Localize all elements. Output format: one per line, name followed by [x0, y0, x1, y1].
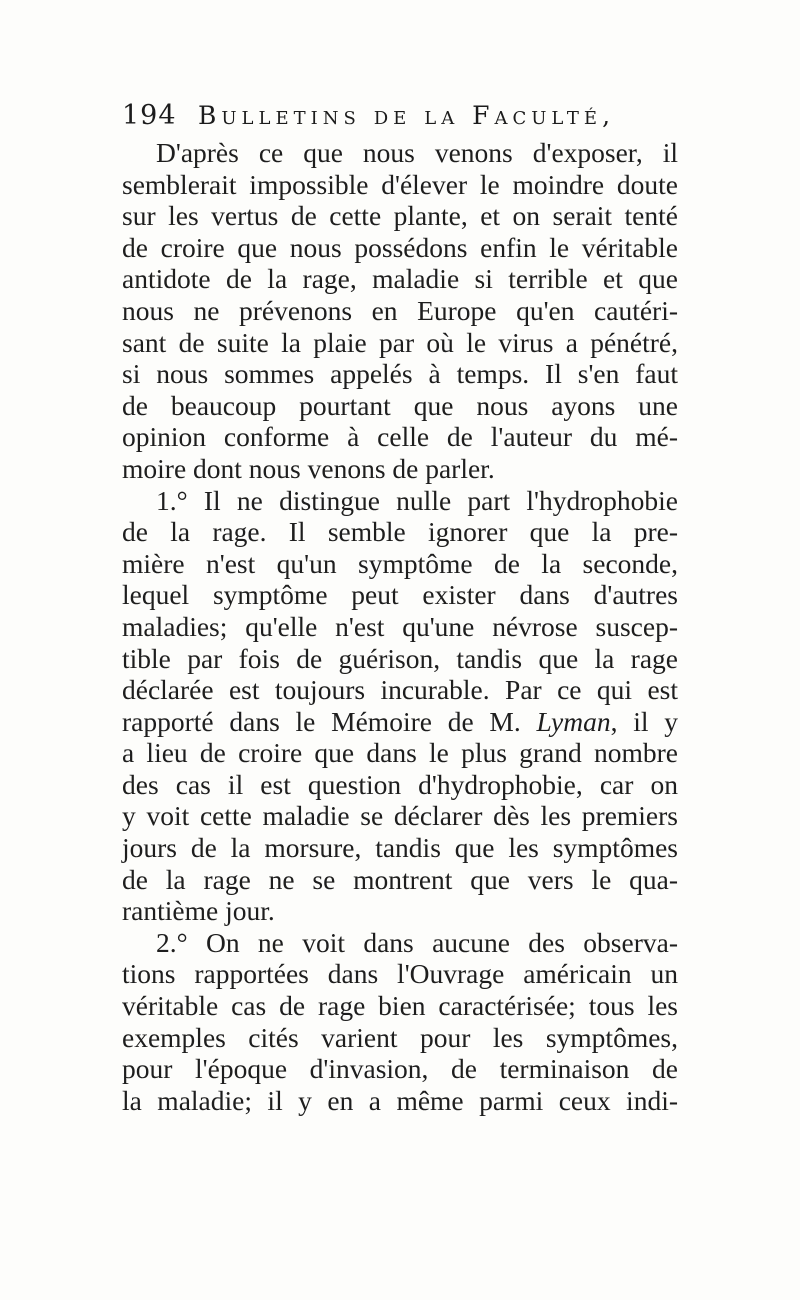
text-line: nous ne prévenons en Europe qu'en cautéri- [122, 294, 678, 326]
text-line: lequel symptôme peut exister dans d'autres [122, 579, 678, 611]
text-line: si nous sommes appelés à temps. Il s'en faut [122, 358, 678, 390]
text-line: mière n'est qu'un symptôme de la seconde, [122, 547, 678, 579]
text-line: déclarée est toujours incurable. Par ce qui est [122, 674, 678, 706]
text-line: pour l'époque d'invasion, de terminaison de [122, 1053, 678, 1085]
text-line: de la rage ne se montrent que vers le qua- [122, 863, 678, 895]
text-line: tible par fois de guérison, tandis que la rage [122, 642, 678, 674]
text-line-end: , il y [610, 705, 679, 737]
text-line: semblerait impossible d'élever le moindre doute [122, 168, 678, 200]
running-head: Bulletins de la Faculté, [198, 101, 616, 130]
text-line: sur les vertus de cette plante, et on serait tenté [122, 200, 678, 232]
author-name: Lyman [536, 705, 611, 737]
text-line: moire dont nous venons de parler. [122, 452, 495, 484]
text-line: opinion conforme à celle de l'auteur du mé- [122, 421, 678, 453]
text-line-with-name [122, 706, 678, 738]
text-line: 1.° Il ne distingue nulle part l'hydrophobie [156, 484, 678, 516]
text-body [122, 137, 678, 1116]
text-line: a lieu de croire que dans le plus grand nombre [122, 737, 678, 769]
text-line: rantième jour. [122, 895, 275, 927]
text-line-start: rapporté dans le Mémoire de M. [122, 705, 521, 737]
text-line: de croire que nous possédons enfin le véritable [122, 231, 678, 263]
text-line: y voit cette maladie se déclarer dès les premiers [122, 800, 678, 832]
text-line: la maladie; il y en a même parmi ceux indi- [122, 1084, 678, 1116]
text-line: exemples cités varient pour les symptômes, [122, 1021, 678, 1053]
text-line: antidote de la rage, maladie si terrible et que [122, 263, 678, 295]
text-line: 2.° On ne voit dans aucune des observa- [156, 926, 678, 958]
text-line: jours de la morsure, tandis que les symptômes [122, 832, 678, 864]
page-header [122, 98, 722, 138]
text-line: des cas il est question d'hydrophobie, car on [122, 768, 678, 800]
text-line: maladies; qu'elle n'est qu'une névrose suscep- [122, 610, 678, 642]
page-number: 194 [122, 100, 177, 131]
text-line: de beaucoup pourtant que nous ayons une [122, 389, 678, 421]
text-line: D'après ce que nous venons d'exposer, il [156, 137, 678, 168]
text-line: sant de suite la plaie par où le virus a pénétré, [122, 326, 678, 358]
text-line: tions rapportées dans l'Ouvrage américain un [122, 958, 678, 990]
text-line: de la rage. Il semble ignorer que la pre- [122, 516, 678, 548]
text-line: véritable cas de rage bien caractérisée; tous les [122, 990, 678, 1022]
